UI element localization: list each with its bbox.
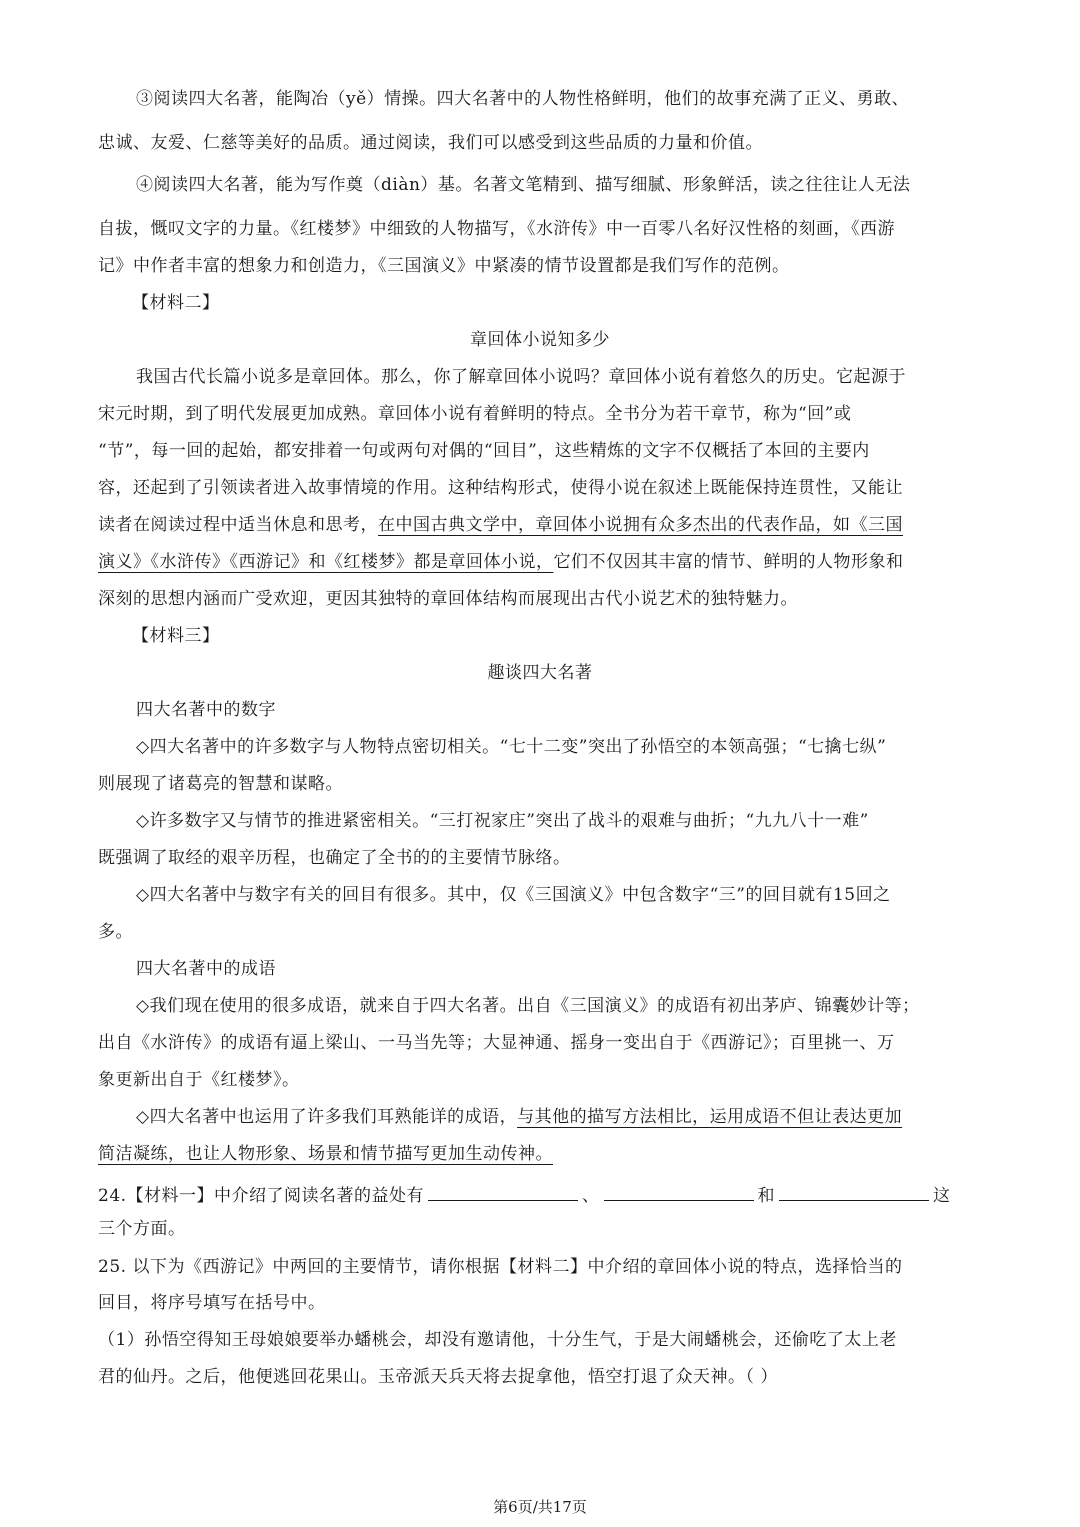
question-24-tail: 这 [933, 1186, 951, 1206]
question-24-separator2: 和 [757, 1186, 776, 1206]
material3-bullet5-plain: ◇四大名著中也运用了许多我们耳熟能详的成语， [136, 1107, 518, 1127]
material2-line1: 我国古代长篇小说多是章回体。那么，你了解章回体小说吗？章回体小说有着悠久的历史。它起源于 [136, 367, 906, 387]
material2-line3: “节”，每一回的起始，都安排着一句或两句对偶的“回目”，这些精炼的文字不仅概括了本回的主要内 [98, 441, 870, 461]
material3-bullet4-line3: 象更新出自于《红楼梦》。 [98, 1070, 300, 1090]
material3-bullet1-line1: ◇四大名著中的许多数字与人物特点密切相关。“七十二变”突出了孙悟空的本领高强；“七擒七纵” [136, 737, 887, 757]
material3-bullet1-line2: 则展现了诸葛亮的智慧和谋略。 [98, 774, 343, 794]
material3-title: 趣谈四大名著 [487, 663, 593, 683]
material3-bullet2-line2: 既强调了取经的艰辛历程，也确定了全书的的主要情节脉络。 [98, 848, 571, 868]
material2-title: 章回体小说知多少 [470, 330, 610, 350]
material2-underlined-sentence-end: 演义》《水浒传》《西游记》和《红楼梦》都是章回体小说， [98, 552, 554, 572]
material3-underlined-sentence-end: 简洁凝练，也让人物形象、场景和情节描写更加生动传神。 [98, 1144, 553, 1164]
question-24-text: 24.【材料一】中介绍了阅读名著的益处有 [98, 1186, 425, 1206]
answer-blank-3[interactable] [779, 1182, 929, 1201]
material3-bullet4-line1: ◇我们现在使用的很多成语，就来自于四大名著。出自《三国演义》的成语有初出茅庐、锦囊妙计等； [136, 996, 920, 1016]
material2-underlined-sentence-start: 在中国古典文学中，章回体小说拥有众多杰出的代表作品，如《三国 [378, 515, 903, 535]
question-24-line1 [98, 1182, 988, 1207]
material1-p3-line2: 忠诚、友爱、仁慈等美好的品质。通过阅读，我们可以感受到这些品质的力量和价值。 [98, 133, 763, 153]
question-24-separator1: 、 [582, 1186, 600, 1206]
question-24-line2: 三个方面。 [98, 1219, 186, 1239]
material1-p3-line1: ③阅读四大名著，能陶冶（yě）情操。四大名著中的人物性格鲜明，他们的故事充满了正义、勇敢、 [136, 89, 910, 109]
answer-blank-1[interactable] [428, 1182, 578, 1201]
material2-line6 [98, 551, 988, 573]
question-25-1-line1: （1）孙悟空得知王母娘娘要举办蟠桃会，却没有邀请他，十分生气，于是大闹蟠桃会，还偷吃了太上老 [98, 1330, 897, 1350]
material3-bullet4-line2: 出自《水浒传》的成语有逼上梁山、一马当先等；大显神通、摇身一变出自于《西游记》；百里挑一、万 [98, 1033, 895, 1053]
material2-line5 [98, 514, 988, 536]
material2-line6-plain: 它们不仅因其丰富的情节、鲜明的人物形象和 [553, 552, 904, 572]
material3-bullet5-line1 [136, 1106, 1026, 1128]
material1-p4-line3: 记》中作者丰富的想象力和创造力，《三国演义》中紧凑的情节设置都是我们写作的范例。 [98, 256, 790, 276]
material1-p4-line2: 自拔，慨叹文字的力量。《红楼梦》中细致的人物描写，《水浒传》中一百零八名好汉性格的刻画，《西游 [98, 219, 895, 239]
page-number: 第6页/共17页 [493, 1498, 587, 1516]
material3-bullet3-line2: 多。 [98, 922, 133, 942]
material2-line5-plain: 读者在阅读过程中适当休息和思考， [98, 515, 378, 535]
answer-blank-2[interactable] [604, 1182, 754, 1201]
material3-bullet5-line2 [98, 1143, 988, 1165]
material3-underlined-sentence-start: 与其他的描写方法相比，运用成语不但让表达更加 [517, 1107, 903, 1127]
material3-subheading-idioms: 四大名著中的成语 [136, 959, 276, 979]
material1-p4-line1: ④阅读四大名著，能为写作奠（diàn）基。名著文笔精到、描写细腻、形象鲜活，读之往往让人无法 [136, 175, 911, 195]
material3-subheading-numbers: 四大名著中的数字 [136, 700, 276, 720]
material2-line7: 深刻的思想内涵而广受欢迎，更因其独特的章回体结构而展现出古代小说艺术的独特魅力。 [98, 589, 798, 609]
material3-bullet3-line1: ◇四大名著中与数字有关的回目有很多。其中，仅《三国演义》中包含数字“三”的回目就有15回之 [136, 885, 891, 905]
question-25-line1: 25. 以下为《西游记》中两回的主要情节，请你根据【材料二】中介绍的章回体小说的特点，选择恰当的 [98, 1257, 903, 1277]
material2-line2: 宋元时期，到了明代发展更加成熟。章回体小说有着鲜明的特点。全书分为若干章节，称为“回”或 [98, 404, 852, 424]
question-25-line2: 回目，将序号填写在括号中。 [98, 1293, 326, 1313]
question-25-1-line2: 君的仙丹。之后，他便逃回花果山。玉帝派天兵天将去捉拿他，悟空打退了众天神。（ ） [98, 1367, 778, 1387]
material3-header: 【材料三】 [132, 626, 220, 646]
material3-bullet2-line1: ◇许多数字又与情节的推进紧密相关。“三打祝家庄”突出了战斗的艰难与曲折；“九九八十一难” [136, 811, 869, 831]
material2-line4: 容，还起到了引领读者进入故事情境的作用。这种结构形式，使得小说在叙述上既能保持连贯性，又能让 [98, 478, 903, 498]
material2-header: 【材料二】 [132, 293, 220, 313]
